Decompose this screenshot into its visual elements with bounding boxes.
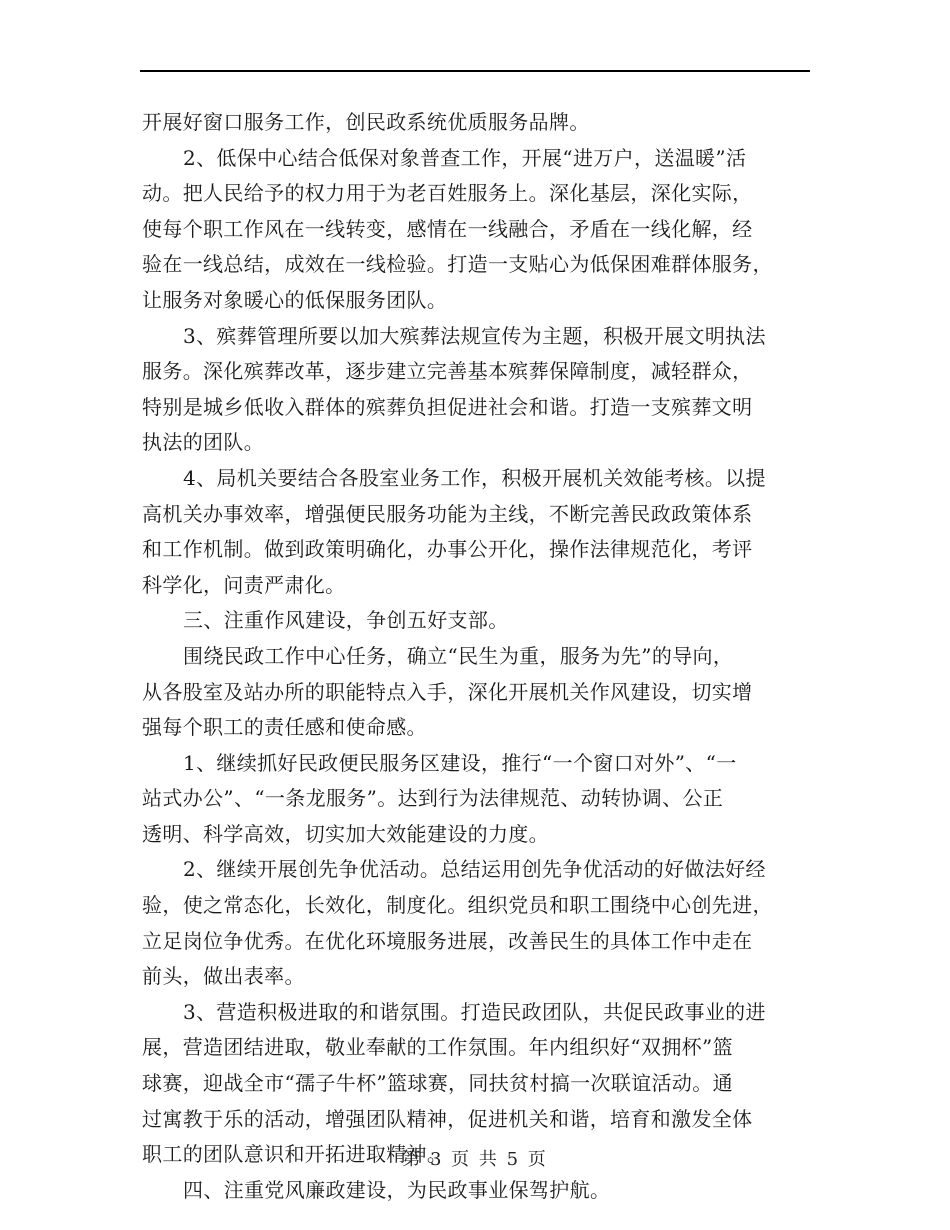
text-line: 验在一线总结，成效在一线检验。打造一支贴心为低保困难群体服务， <box>142 252 773 277</box>
text-line: 前头，做出表率。 <box>142 964 305 989</box>
text-line: 展，营造团结进取，敬业奉献的工作氛围。年内组织好“双拥杯”篮 <box>142 1035 733 1060</box>
text-line: 2、低保中心结合低保对象普查工作，开展“进万户，送温暖”活 <box>183 145 747 170</box>
text-line: 高机关办事效率，增强便民服务功能为主线，不断完善民政政策体系 <box>142 501 753 526</box>
text-line: 强每个职工的责任感和使命感。 <box>142 715 427 740</box>
text-line: 科学化，问责严肃化。 <box>142 572 346 597</box>
text-line: 服务。深化殡葬改革，逐步建立完善基本殡葬保障制度，减轻群众， <box>142 359 753 384</box>
text-line: 围绕民政工作中心任务，确立“民生为重，服务为先”的导向， <box>183 643 734 668</box>
text-line: 执法的团队。 <box>142 430 265 455</box>
text-line: 验，使之常态化，长效化，制度化。组织党员和职工围绕中心创先进， <box>142 893 773 918</box>
text-line: 立足岗位争优秀。在优化环境服务进展，改善民生的具体工作中走在 <box>142 928 753 953</box>
text-line: 3、营造积极进取的和谐氛围。打造民政团队，共促民政事业的进 <box>183 999 766 1024</box>
text-line: 4、局机关要结合各股室业务工作，积极开展机关效能考核。以提 <box>183 465 766 490</box>
text-line: 和工作机制。做到政策明确化，办事公开化，操作法律规范化，考评 <box>142 537 753 562</box>
text-line: 让服务对象暖心的低保服务团队。 <box>142 287 448 312</box>
text-line: 站式办公”、“一条龙服务”。达到行为法律规范、动转协调、公正 <box>142 786 724 811</box>
section-heading: 四、注重党风廉政建设，为民政事业保驾护航。 <box>183 1177 611 1202</box>
text-line: 1、继续抓好民政便民服务区建设，推行“一个窗口对外”、“一 <box>183 750 737 775</box>
section-heading: 三、注重作风建设，争创五好支部。 <box>183 608 509 633</box>
text-line: 开展好窗口服务工作，创民政系统优质服务品牌。 <box>142 110 590 134</box>
page-footer: 第 3 页 共 5 页 <box>402 1149 548 1170</box>
text-line: 动。把人民给予的权力用于为老百姓服务上。深化基层，深化实际， <box>142 181 753 206</box>
text-line: 透明、科学高效，切实加大效能建设的力度。 <box>142 821 549 846</box>
text-line: 过寓教于乐的活动，增强团队精神，促进机关和谐，培育和激发全体 <box>142 1106 753 1131</box>
text-line: 2、继续开展创先争优活动。总结运用创先争优活动的好做法好经 <box>183 857 766 882</box>
text-line: 球赛，迎战全市“孺子牛杯”篮球赛，同扶贫村搞一次联谊活动。通 <box>142 1071 733 1096</box>
text-line: 职工的团队意识和开拓进取精神。 <box>142 1142 448 1167</box>
text-line: 3、殡葬管理所要以加大殡葬法规宣传为主题，积极开展文明执法 <box>183 323 766 348</box>
text-line: 特别是城乡低收入群体的殡葬负担促进社会和谐。打造一支殡葬文明 <box>142 394 753 419</box>
document-body <box>142 105 810 1208</box>
text-line: 从各股室及站办所的职能特点入手，深化开展机关作风建设，切实增 <box>142 679 753 704</box>
text-line: 使每个职工作风在一线转变，感情在一线融合，矛盾在一线化解，经 <box>142 216 753 241</box>
header-rule <box>140 70 810 72</box>
